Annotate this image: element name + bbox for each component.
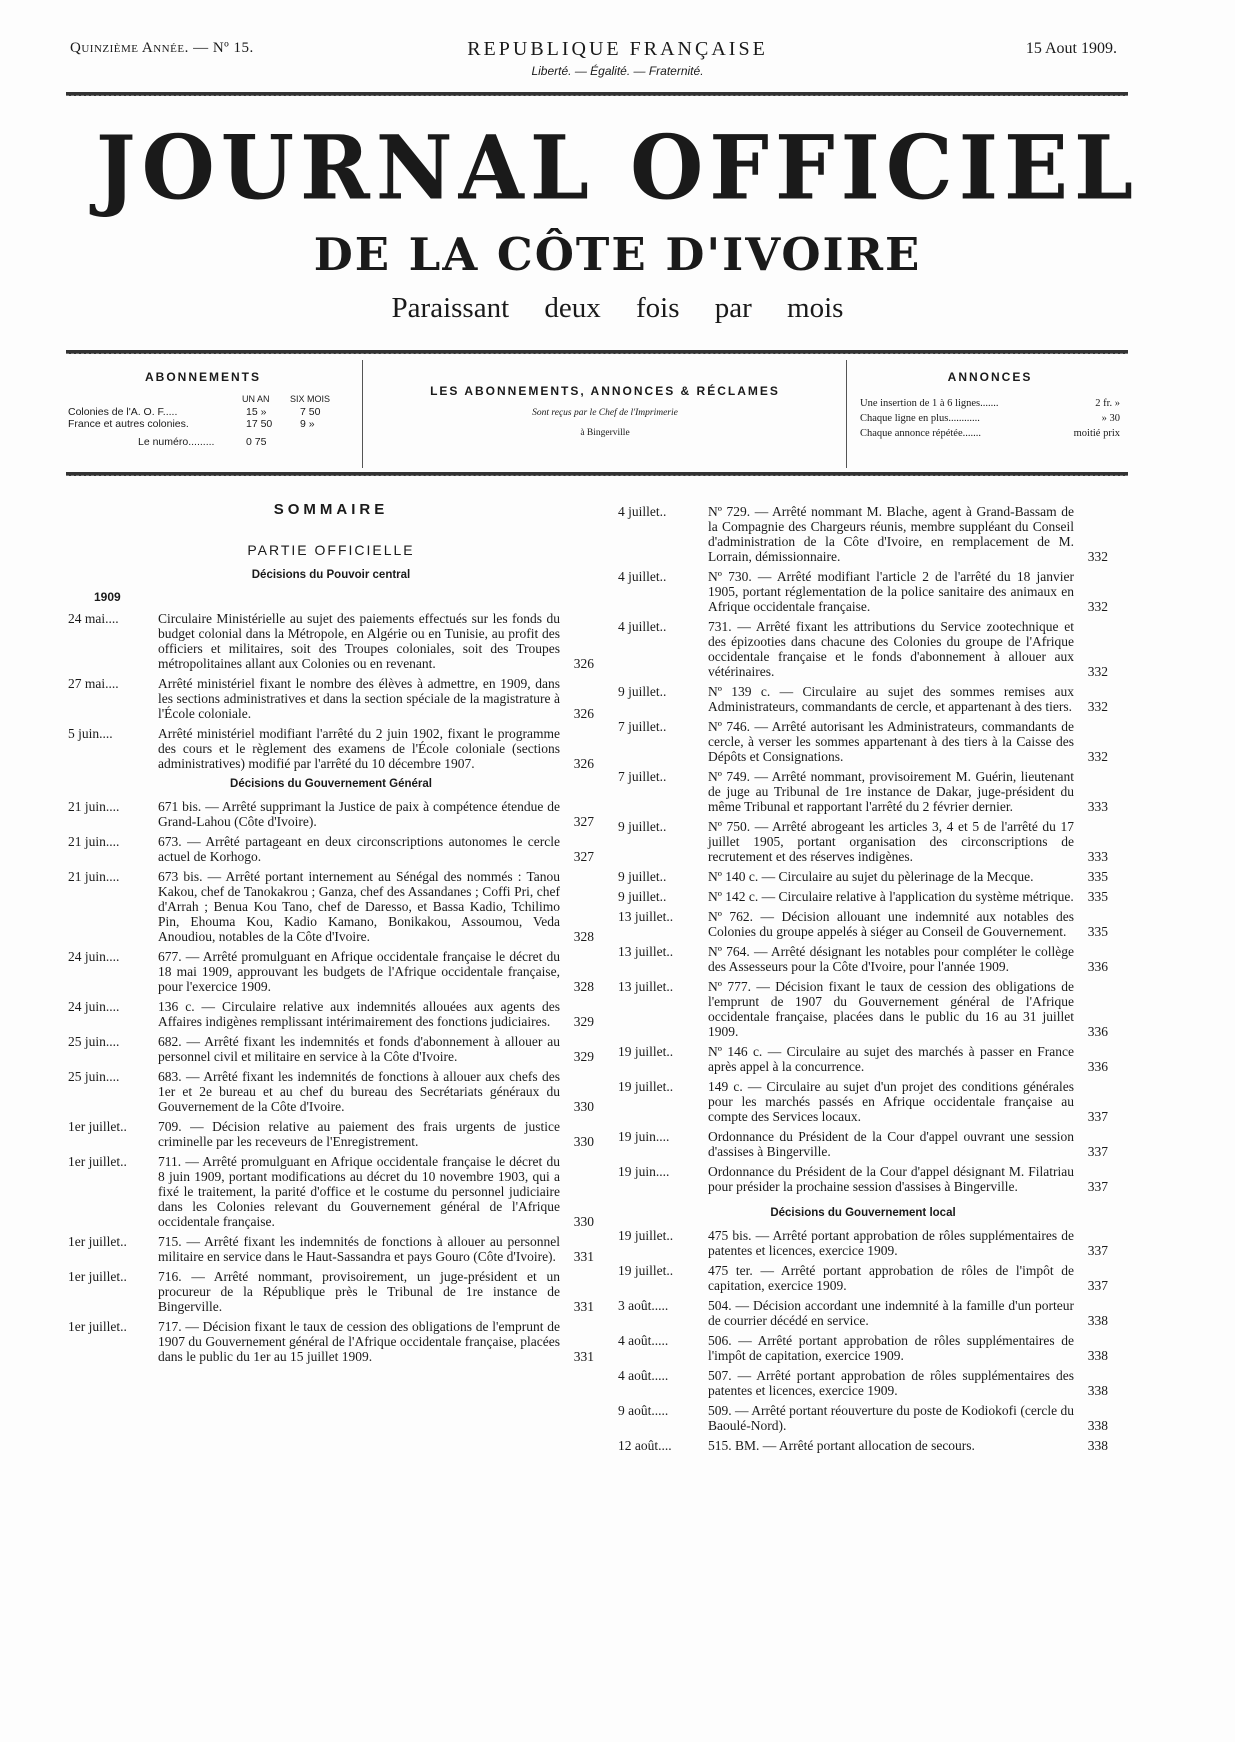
local-list	[618, 1228, 1108, 1453]
entry-page: 332	[1087, 699, 1108, 714]
entry-text: Nº 139 c. — Circulaire au sujet des sommes remises aux Administrateurs, commandants de cercle, et appartenant à des tiers.	[708, 684, 1074, 714]
sub-row-six: 9 »	[300, 418, 315, 430]
entry-date: 1er juillet..	[68, 1119, 127, 1134]
box-divider	[846, 360, 847, 468]
entry-page: 328	[573, 979, 594, 994]
entry-page: 337	[1087, 1179, 1108, 1194]
summary-entry	[618, 944, 1108, 974]
entry-text: Nº 764. — Arrêté désignant les notables pour compléter le collège des Assesseurs pour la Côte d'Ivoire, pour l'année 1909.	[708, 944, 1074, 974]
middle-line2: à Bingerville	[580, 428, 630, 438]
entry-date: 19 juillet..	[618, 1263, 674, 1278]
general-list-left	[68, 799, 594, 1364]
section-local-heading: Décisions du Gouvernement local	[770, 1207, 956, 1219]
summary-entry	[618, 1368, 1108, 1398]
entry-date: 7 juillet..	[618, 769, 667, 784]
entry-page: 338	[1087, 1383, 1108, 1398]
number-label: Le numéro.........	[138, 436, 215, 448]
entry-page: 338	[1087, 1438, 1108, 1453]
summary-entry	[618, 889, 1108, 904]
entry-page: 330	[573, 1134, 594, 1149]
entry-text: Nº 777. — Décision fixant le taux de cession des obligations de l'emprunt de 1907 du Gouvernement général de l'Afrique occidentale française, placées dans le public du 16 au 31 juillet 1909.	[708, 979, 1074, 1039]
entry-text: 709. — Décision relative au paiement des frais urgents de justice criminelle par les receveurs de l'Enregistrement.	[158, 1119, 560, 1149]
summary-entry	[68, 1234, 594, 1264]
ad-row-label: Chaque ligne en plus............	[860, 413, 980, 424]
entry-page: 336	[1087, 1059, 1108, 1074]
section-general-heading: Décisions du Gouvernement Général	[230, 778, 432, 790]
entry-text: 671 bis. — Arrêté supprimant la Justice de paix à compétence étendue de Grand-Lahou (Côte d'Ivoire).	[158, 799, 560, 829]
entry-page: 332	[1087, 664, 1108, 679]
summary-entry	[68, 1034, 594, 1064]
summary-entry	[618, 504, 1108, 564]
entry-page: 332	[1087, 599, 1108, 614]
entry-text: Circulaire Ministérielle au sujet des paiements effectués sur les fonds du budget colonial dans la Métropole, en Algérie ou en Tunisie, au profit des officiers et militaires, soit des Troupes coloniales, soit des Troupes métropolitaines allant aux Colonies ou en revenant.	[158, 611, 560, 671]
entry-page: 338	[1087, 1418, 1108, 1433]
entry-page: 335	[1087, 869, 1108, 884]
entry-page: 329	[573, 1049, 594, 1064]
entry-page: 329	[573, 1014, 594, 1029]
general-list-right	[618, 504, 1108, 1194]
entry-page: 326	[573, 706, 594, 721]
entry-date: 19 juin....	[618, 1164, 670, 1179]
entry-page: 335	[1087, 889, 1108, 904]
entry-date: 13 juillet..	[618, 944, 674, 959]
entry-page: 328	[573, 929, 594, 944]
entry-text: Nº 762. — Décision allouant une indemnité aux notables des Colonies du groupe appelés à siéger au Conseil de Gouvernement.	[708, 909, 1074, 939]
entry-text: Nº 750. — Arrêté abrogeant les articles 3, 4 et 5 de l'arrêté du 17 juillet 1905, portant organisation des circonscriptions de recrutement et des réserves indigènes.	[708, 819, 1074, 864]
summary-entry	[68, 869, 594, 944]
left-column	[68, 500, 594, 1369]
entry-date: 9 juillet..	[618, 819, 667, 834]
entry-date: 1er juillet..	[68, 1269, 127, 1284]
entry-text: 682. — Arrêté fixant les indemnités et fonds d'abonnement à allouer au personnel civil et militaire en service à la Côte d'Ivoire.	[158, 1034, 560, 1064]
entry-date: 5 juin....	[68, 726, 113, 741]
box-bottom-rule	[66, 472, 1128, 476]
entry-date: 19 juillet..	[618, 1079, 674, 1094]
entry-date: 25 juin....	[68, 1034, 120, 1049]
entry-page: 338	[1087, 1313, 1108, 1328]
summary-entry	[618, 1403, 1108, 1433]
entry-page: 337	[1087, 1109, 1108, 1124]
summary-entry	[68, 999, 594, 1029]
entry-date: 19 juin....	[618, 1129, 670, 1144]
entry-date: 4 juillet..	[618, 504, 667, 519]
entry-date: 4 août.....	[618, 1333, 669, 1348]
entry-text: Arrêté ministériel modifiant l'arrêté du 2 juin 1902, fixant le programme des cours et le règlement des examens de l'École coloniale (sections administratives) modifié par l'arrêté du 10 décembre 1907.	[158, 726, 560, 771]
entry-date: 21 juin....	[68, 834, 120, 849]
entry-date: 21 juin....	[68, 869, 120, 884]
entry-text: 731. — Arrêté fixant les attributions du Service zootechnique et des épizooties dans chacune des Colonies du groupe de l'Afrique occidentale française et le fonds d'abonnement à allouer aux vétérinaires.	[708, 619, 1074, 679]
summary-entry	[618, 909, 1108, 939]
republic-heading: REPUBLIQUE FRANÇAISE	[467, 38, 768, 60]
entry-date: 9 juillet..	[618, 684, 667, 699]
publication-frequency: Paraissant deux fois par mois	[391, 292, 844, 324]
issue-number: Quinzième Année. — Nº 15.	[70, 40, 254, 56]
entry-date: 27 mai....	[68, 676, 119, 691]
entry-date: 9 juillet..	[618, 889, 667, 904]
summary-entry	[68, 726, 594, 771]
entry-text: 673. — Arrêté partageant en deux circonscriptions autonomes le cercle actuel de Korhogo.	[158, 834, 560, 864]
summary-title: SOMMAIRE	[273, 501, 389, 518]
summary-entry	[68, 611, 594, 671]
top-rule	[66, 92, 1128, 96]
box-divider	[362, 360, 363, 468]
summary-entry	[618, 979, 1108, 1039]
entry-page: 332	[1087, 749, 1108, 764]
entry-page: 337	[1087, 1278, 1108, 1293]
entry-text: 715. — Arrêté fixant les indemnités de fonctions à allouer au personnel militaire en service dans le Haut-Sassandra et pays Gouro (Côte d'Ivoire).	[158, 1234, 560, 1264]
entry-page: 326	[573, 756, 594, 771]
entry-text: 507. — Arrêté portant approbation de rôles supplémentaires des patentes et licences, exercice 1909.	[708, 1368, 1074, 1398]
ad-row-label: Une insertion de 1 à 6 lignes.......	[860, 398, 999, 409]
entry-text: 683. — Arrêté fixant les indemnités de fonctions à allouer aux chefs des 1er et 2e bureau et au chef du bureau des Secrétariats généraux du Gouvernement de la Côte d'Ivoire.	[158, 1069, 560, 1114]
entry-date: 24 juin....	[68, 999, 120, 1014]
entry-date: 21 juin....	[68, 799, 120, 814]
entry-date: 1er juillet..	[68, 1154, 127, 1169]
entry-date: 19 juillet..	[618, 1044, 674, 1059]
col-six-label: SIX MOIS	[290, 394, 331, 404]
summary-entry	[618, 684, 1108, 714]
entry-date: 1er juillet..	[68, 1234, 127, 1249]
entry-text: Ordonnance du Président de la Cour d'appel ouvrant une session d'assises à Bingerville.	[708, 1129, 1074, 1159]
entry-text: Ordonnance du Président de la Cour d'appel désignant M. Filatriau pour présider la prochaine session d'assises à Bingerville.	[708, 1164, 1074, 1194]
entry-date: 24 juin....	[68, 949, 120, 964]
entry-date: 1er juillet..	[68, 1319, 127, 1334]
entry-page: 327	[573, 814, 594, 829]
ad-row-price: moitié prix	[1073, 428, 1120, 439]
entry-page: 333	[1087, 799, 1108, 814]
entry-text: 673 bis. — Arrêté portant internement au Sénégal des nommés : Tanou Kakou, chef de Tanokakrou ; Ganza, chef des Assandanes ; Coffi Pri, chef d'Arrah ; Benua Kou Tano, chef de Daresso, et Bassa Kadio, Tchilimo Pin, Ehouma Kou, Kadio Kamano, Bonikakou, Assoumou, Veda Anoudiou, notables de la Côte d'Ivoire.	[158, 869, 560, 944]
summary-entry	[68, 1269, 594, 1314]
entry-text: 509. — Arrêté portant réouverture du poste de Kodiokofi (cercle du Baoulé-Nord).	[708, 1403, 1074, 1433]
ad-row-label: Chaque annonce répétée.......	[860, 428, 981, 439]
entry-page: 326	[573, 656, 594, 671]
entry-page: 337	[1087, 1144, 1108, 1159]
summary-entry	[618, 769, 1108, 814]
entry-text: 506. — Arrêté portant approbation de rôles supplémentaires de l'impôt de capitation, exercice 1909.	[708, 1333, 1074, 1363]
summary-entry	[68, 1154, 594, 1229]
right-column	[618, 504, 1108, 1458]
middle-line1: Sont reçus par le Chef de l'Imprimerie	[532, 408, 678, 418]
entry-date: 13 juillet..	[618, 979, 674, 994]
summary-entry	[68, 1319, 594, 1364]
official-part-heading: PARTIE OFFICIELLE	[247, 542, 415, 558]
summary-entry	[618, 1263, 1108, 1293]
entry-text: 475 bis. — Arrêté portant approbation de rôles supplémentaires de patentes et licences, exercice 1909.	[708, 1228, 1074, 1258]
summary-entry	[68, 1069, 594, 1114]
sub-row-year: 15 »	[246, 406, 267, 418]
entry-date: 12 août....	[618, 1438, 672, 1453]
entry-text: Nº 729. — Arrêté nommant M. Blache, agent à Grand-Bassam de la Compagnie des Chargeurs réunis, membre suppléant du Conseil d'administration de la Côte d'Ivoire, en remplacement de M. Lorrain, démissionnaire.	[708, 504, 1074, 564]
summary-entry	[618, 1079, 1108, 1124]
section-central-heading: Décisions du Pouvoir central	[251, 569, 411, 581]
ad-row-price: 2 fr. »	[1095, 398, 1120, 409]
entry-date: 7 juillet..	[618, 719, 667, 734]
entry-page: 331	[573, 1349, 594, 1364]
summary-entry	[618, 1298, 1108, 1328]
summary-entry	[618, 1333, 1108, 1363]
entry-date: 4 juillet..	[618, 569, 667, 584]
entry-text: 504. — Décision accordant une indemnité à la famille d'un porteur de courrier décédé en service.	[708, 1298, 1074, 1328]
col-year-label: UN AN	[242, 394, 270, 404]
entry-text: 136 c. — Circulaire relative aux indemnités allouées aux agents des Affaires indigènes remplissant intérimairement des fonctions judiciaires.	[158, 999, 560, 1029]
central-list	[68, 611, 594, 771]
entry-page: 336	[1087, 1024, 1108, 1039]
entry-page: 331	[573, 1299, 594, 1314]
summary-entry	[618, 1164, 1108, 1194]
entry-page: 338	[1087, 1348, 1108, 1363]
entry-text: Nº 142 c. — Circulaire relative à l'application du système métrique.	[708, 889, 1074, 904]
ad-row-price: » 30	[1101, 413, 1120, 424]
entry-date: 9 août.....	[618, 1403, 669, 1418]
entry-text: Arrêté ministériel fixant le nombre des élèves à admettre, en 1909, dans les sections administratives et dans la section spéciale de la magistrature à l'École coloniale.	[158, 676, 560, 721]
motto: Liberté. — Égalité. — Fraternité.	[531, 64, 704, 78]
sub-row-label: France et autres colonies.	[68, 418, 189, 430]
entry-date: 3 août.....	[618, 1298, 669, 1313]
entry-date: 4 août.....	[618, 1368, 669, 1383]
middle-box	[372, 358, 838, 468]
box-top-rule	[66, 350, 1128, 354]
summary-entry	[618, 1438, 1108, 1453]
summary-entry	[618, 1044, 1108, 1074]
entry-date: 13 juillet..	[618, 909, 674, 924]
entry-page: 337	[1087, 1243, 1108, 1258]
entry-text: 515. BM. — Arrêté portant allocation de secours.	[708, 1438, 975, 1453]
summary-entry	[68, 799, 594, 829]
middle-heading: LES ABONNEMENTS, ANNONCES & RÉCLAMES	[430, 384, 780, 398]
entry-page: 330	[573, 1099, 594, 1114]
entry-page: 335	[1087, 924, 1108, 939]
summary-entry	[68, 834, 594, 864]
summary-entry	[618, 1228, 1108, 1258]
entry-page: 330	[573, 1214, 594, 1229]
entry-text: 716. — Arrêté nommant, provisoirement, un juge-président et un procureur de la République près le Tribunal de 1re instance de Bingerville.	[158, 1269, 560, 1314]
entry-text: Nº 746. — Arrêté autorisant les Administrateurs, commandants de cercle, à verser les sommes appartenant à des tiers à la Caisse des Dépôts et Consignations.	[708, 719, 1074, 764]
summary-entry	[618, 719, 1108, 764]
ads-box	[860, 358, 1120, 468]
entry-page: 327	[573, 849, 594, 864]
entry-text: Nº 146 c. — Circulaire au sujet des marchés à passer en France après appel à la concurrence.	[708, 1044, 1074, 1074]
summary-entry	[68, 676, 594, 721]
entry-date: 9 juillet..	[618, 869, 667, 884]
journal-subtitle: DE LA CÔTE D'IVOIRE	[313, 228, 922, 281]
sub-row-six: 7 50	[300, 406, 321, 418]
entry-text: Nº 730. — Arrêté modifiant l'article 2 de l'arrêté du 18 janvier 1905, portant réglementation de la police sanitaire des animaux en Afrique occidentale française.	[708, 569, 1074, 614]
summary-entry	[618, 869, 1108, 884]
entry-page: 331	[573, 1249, 594, 1264]
sub-row-year: 17 50	[246, 418, 273, 430]
entry-page: 333	[1087, 849, 1108, 864]
entry-page: 332	[1087, 549, 1108, 564]
summary-entry	[618, 619, 1108, 679]
entry-text: 677. — Arrêté promulguant en Afrique occidentale française le décret du 18 mai 1909, approuvant les budgets de l'Afrique occidentale française, pour l'exercice 1909.	[158, 949, 560, 994]
summary-entry	[68, 949, 594, 994]
entry-page: 336	[1087, 959, 1108, 974]
entry-date: 25 juin....	[68, 1069, 120, 1084]
subscriptions-heading: ABONNEMENTS	[144, 370, 261, 384]
summary-entry	[618, 569, 1108, 614]
journal-title: JOURNAL OFFICIEL	[95, 115, 1140, 220]
entry-text: Nº 140 c. — Circulaire au sujet du pèlerinage de la Mecque.	[708, 869, 1034, 884]
entry-text: 475 ter. — Arrêté portant approbation de rôles de l'impôt de capitation, exercice 1909.	[708, 1263, 1074, 1293]
subscriptions-box	[68, 358, 338, 468]
summary-entry	[618, 819, 1108, 864]
entry-text: 149 c. — Circulaire au sujet d'un projet des conditions générales pour les marchés passés en Afrique occidentale française au compte des Services locaux.	[708, 1079, 1074, 1124]
entry-text: Nº 749. — Arrêté nommant, provisoirement M. Guérin, lieutenant de juge au Tribunal de 1re instance de Dakar, juge-président du même Tribunal et rapportant l'arrêté du 2 février dernier.	[708, 769, 1074, 814]
entry-date: 19 juillet..	[618, 1228, 674, 1243]
ads-heading: ANNONCES	[947, 370, 1033, 384]
entry-text: 711. — Arrêté promulguant en Afrique occidentale française le décret du 8 juin 1909, portant modifications au décret du 10 novembre 1903, qui a fixé le traitement, la parité d'office et le costume du personnel judiciaire dans les Colonies relevant du Gouvernement général de l'Afrique occidentale française.	[158, 1154, 560, 1229]
sub-row-label: Colonies de l'A. O. F.....	[68, 406, 178, 418]
entry-date: 24 mai....	[68, 611, 119, 626]
summary-entry	[68, 1119, 594, 1149]
issue-date: 15 Aout 1909.	[1025, 40, 1117, 57]
entry-date: 4 juillet..	[618, 619, 667, 634]
year-label: 1909	[94, 590, 121, 604]
entry-text: 717. — Décision fixant le taux de cession des obligations de l'emprunt de 1907 du Gouvernement général de l'Afrique occidentale française, placées dans le public du 1er au 15 juillet 1909.	[158, 1319, 560, 1364]
number-price: 0 75	[246, 436, 267, 448]
summary-entry	[618, 1129, 1108, 1159]
